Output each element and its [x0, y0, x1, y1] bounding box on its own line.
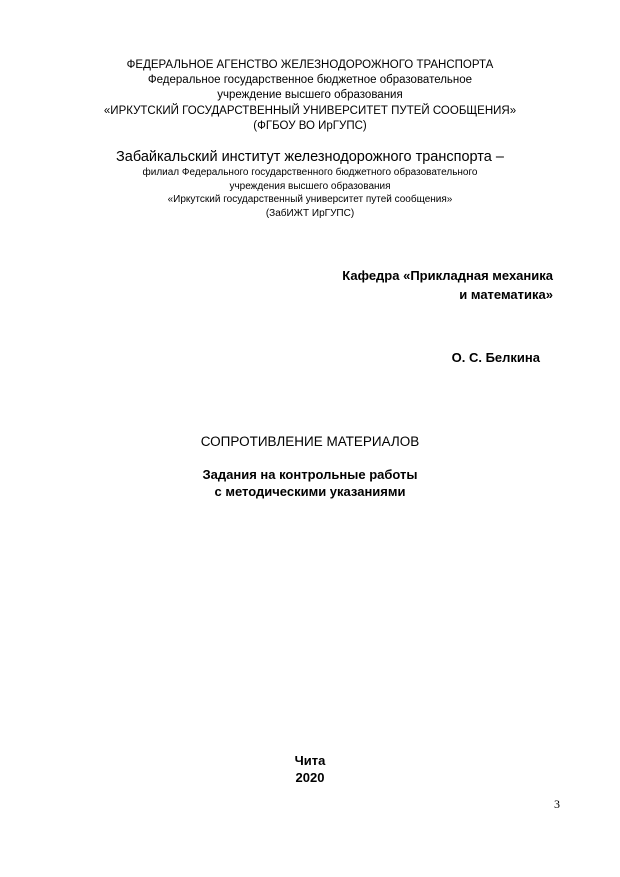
- institute-title: [0, 148, 620, 166]
- agency-header: [0, 58, 620, 134]
- department: [342, 266, 553, 304]
- city: Чита: [294, 753, 326, 768]
- subtitle-line-1: Задания на контрольные работы: [202, 467, 418, 482]
- page-number: 3: [554, 797, 560, 811]
- author-name: О. С. Белкина: [451, 350, 540, 365]
- university-name: «ИРКУТСКИЙ ГОСУДАРСТВЕННЫЙ УНИВЕРСИТЕТ ПУТЕЙ СООБЩЕНИЯ»: [103, 104, 517, 117]
- institute-detail-line-2: учреждения высшего образования: [229, 180, 391, 192]
- document-title-text: СОПРОТИВЛЕНИЕ МАТЕРИАЛОВ: [200, 434, 420, 449]
- university-abbreviation: (ФГБОУ ВО ИрГУПС): [253, 119, 367, 132]
- subtitle-line-2: с методическими указаниями: [214, 484, 406, 499]
- department-line-2: и математика»: [459, 287, 553, 302]
- institute-details: [0, 166, 620, 220]
- department-line-1: Кафедра «Прикладная механика: [342, 268, 553, 283]
- year: 2020: [295, 770, 325, 785]
- document-subtitle: [0, 466, 620, 500]
- institute-detail-line-3: «Иркутский государственный университет путей сообщения»: [167, 194, 453, 206]
- university-type-line-2: учреждение высшего образования: [217, 89, 403, 102]
- university-type-line-1: Федеральное государственное бюджетное образовательное: [147, 74, 473, 87]
- institute-detail-line-1: филиал Федерального государственного бюджетного образовательного: [142, 167, 478, 178]
- institute-abbreviation: (ЗабИЖТ ИрГУПС): [265, 207, 355, 219]
- institute-title-text: Забайкальский институт железнодорожного транспорта –: [116, 149, 504, 165]
- document-title: [0, 433, 620, 451]
- agency-name: ФЕДЕРАЛЬНОЕ АГЕНСТВО ЖЕЛЕЗНОДОРОЖНОГО ТРАНСПОРТА: [126, 59, 494, 71]
- publication-place-year: [0, 752, 620, 786]
